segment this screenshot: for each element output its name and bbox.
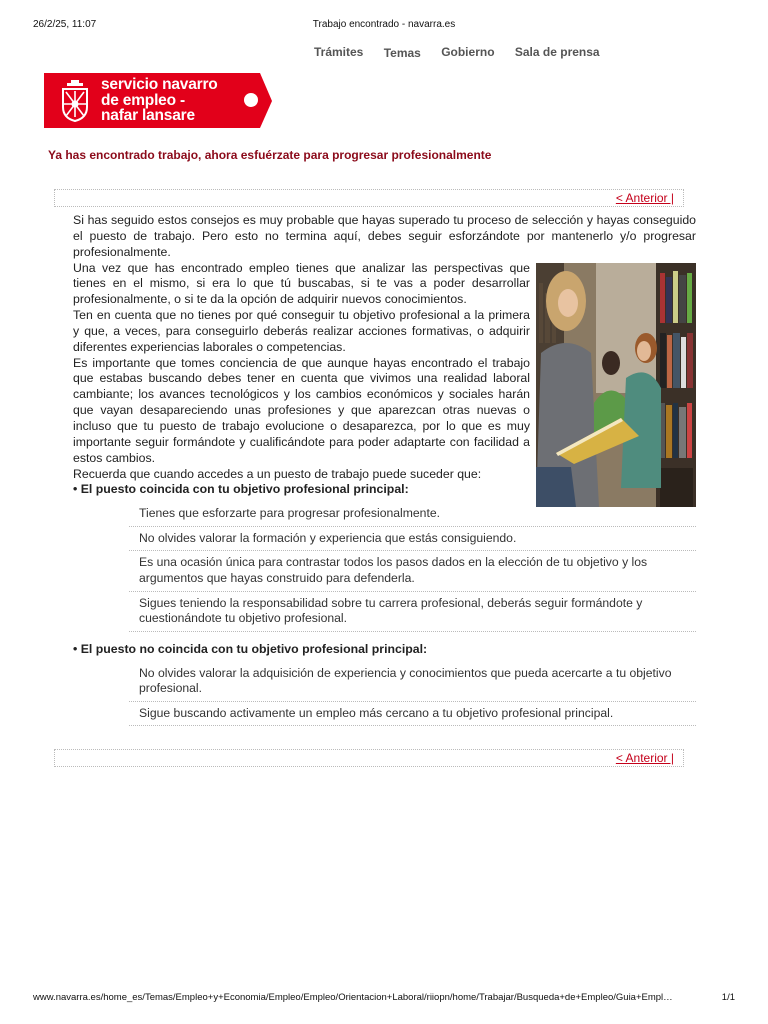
print-url: www.navarra.es/home_es/Temas/Empleo+y+Economia/Empleo/Empleo/Orientacion+Laboral/riiopn/home/Trabajar/Busqueda+de+Empleo/Guia+Empl… bbox=[33, 992, 673, 1003]
navarra-coat-of-arms-icon bbox=[61, 80, 89, 122]
paragraph-5: Recuerda que cuando accedes a un puesto de trabajo puede suceder que: bbox=[73, 466, 482, 481]
paragraph-2: Una vez que has encontrado empleo tienes que analizar las perspectivas que tienes en el mismo, si era lo que tú buscabas, si te vas a poder desarrollar profesionalmente, o si te da la opción de adquirir nuevos conocimientos. bbox=[73, 260, 530, 307]
list-item: No olvides valorar la adquisición de experiencia y conocimientos que pueda acercarte a tu objetivo profesional. bbox=[129, 662, 696, 702]
students-library-photo bbox=[536, 263, 696, 507]
article-content bbox=[73, 213, 696, 726]
logo-line-3: nafar lansare bbox=[101, 107, 195, 124]
case-2-list bbox=[129, 662, 696, 727]
logo-line-2: de empleo - bbox=[101, 91, 185, 109]
print-header bbox=[33, 19, 735, 33]
pager-bottom bbox=[54, 749, 684, 767]
prev-link-bottom[interactable]: < Anterior | bbox=[615, 751, 674, 765]
paragraph-4: Es importante que tomes conciencia de que aunque hayas encontrado el trabajo que estabas buscando debes tener en cuenta que vivimos una realidad laboral cambiante; los avances tecnológicos y los cambios económicos y sociales harán que vayan desapareciendo unas profesiones y que aparezcan otras nuevas o incluso que tu puesto de trabajo evolucione o desaparezca, por lo que es muy importante seguir formándote y cualificándote para poder adaptarte con facilidad a estos cambios. bbox=[73, 355, 530, 465]
list-item: Es una ocasión única para contrastar todos los pasos dados en la elección de tu objetivo y los argumentos que hayas construido para defenderla. bbox=[129, 551, 696, 591]
nav-gobierno[interactable]: Gobierno bbox=[441, 45, 495, 59]
list-item: Sigue buscando activamente un empleo más cercano a tu objetivo profesional principal. bbox=[129, 702, 696, 727]
print-date: 26/2/25, 11:07 bbox=[33, 19, 97, 30]
logo-arrow-shape bbox=[260, 73, 272, 128]
pager-top bbox=[54, 189, 684, 207]
paragraph-1: Si has seguido estos consejos es muy probable que hayas superado tu proceso de selección y hayas conseguido el puesto de trabajo. Pero esto no termina aquí, debes seguir esforzándote por mantenerlo y/o progresar profesionalmente. bbox=[73, 213, 696, 259]
print-page-number: 1/1 bbox=[721, 992, 735, 1003]
case-1-list bbox=[129, 502, 696, 632]
prev-link-top[interactable]: < Anterior | bbox=[615, 191, 674, 205]
list-item: Tienes que esforzarte para progresar profesionalmente. bbox=[129, 502, 696, 527]
logo-line-1: servicio navarro bbox=[101, 76, 218, 93]
nav-tramites[interactable]: Trámites bbox=[314, 45, 364, 59]
case-2-title: • El puesto no coincida con tu objetivo profesional principal: bbox=[73, 641, 428, 656]
sne-logo[interactable] bbox=[44, 73, 260, 128]
list-item: No olvides valorar la formación y experiencia que estás consiguiendo. bbox=[129, 527, 696, 552]
page-heading: Ya has encontrado trabajo, ahora esfuérzate para progresar profesionalmente bbox=[48, 148, 492, 162]
logo-text bbox=[101, 77, 218, 124]
list-item: Sigues teniendo la responsabilidad sobre tu carrera profesional, deberás seguir formándote y cuestionándote tu objetivo profesional. bbox=[129, 592, 696, 632]
top-navigation bbox=[314, 45, 617, 59]
print-page-title: Trabajo encontrado - navarra.es bbox=[312, 19, 456, 30]
nav-sala-de-prensa[interactable]: Sala de prensa bbox=[514, 45, 600, 59]
logo-dot-icon bbox=[244, 93, 258, 107]
nav-temas[interactable]: Temas bbox=[383, 46, 421, 60]
case-1-title: • El puesto coincida con tu objetivo profesional principal: bbox=[73, 482, 409, 497]
paragraph-3: Ten en cuenta que no tienes por qué conseguir tu objetivo profesional a la primera y que, a veces, para conseguirlo deberás realizar acciones formativas, o adquirir diferentes experiencias laborales o competencias. bbox=[73, 308, 530, 354]
